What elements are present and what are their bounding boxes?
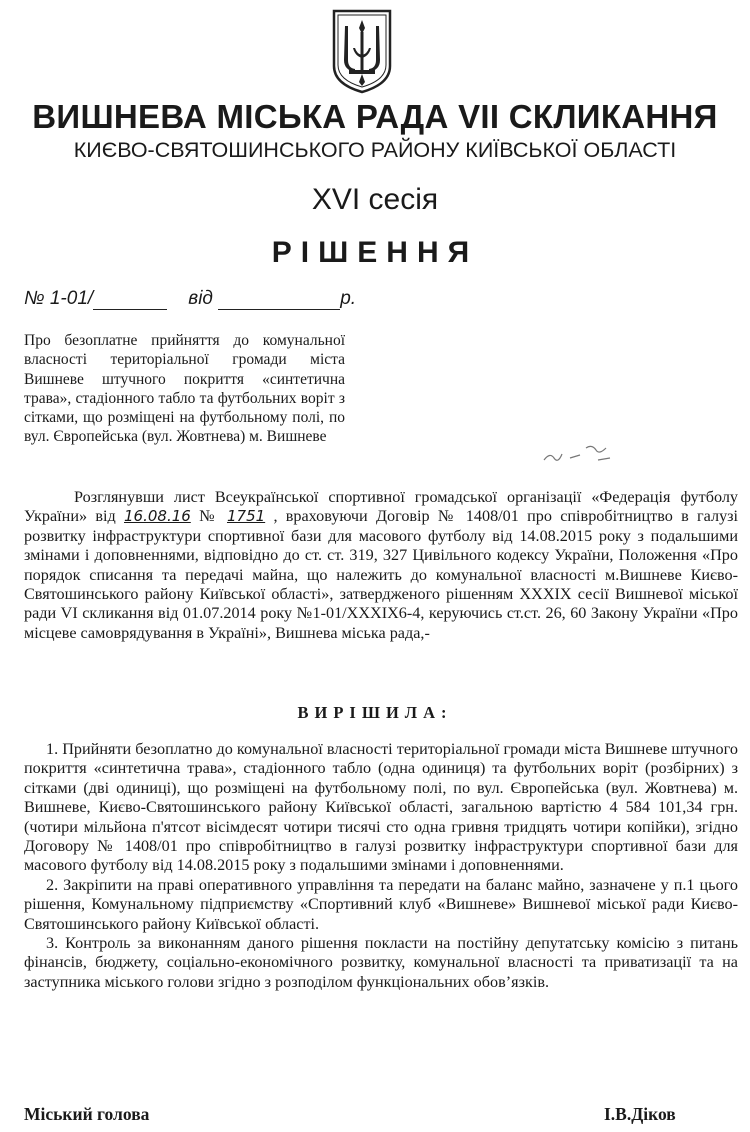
- signatory-name: І.В.Діков: [604, 1104, 676, 1124]
- district-subheading: КИЄВО-СВЯТОШИНСЬКОГО РАЙОНУ КИЇВСЬКОЇ ОБЛАСТІ: [73, 138, 677, 162]
- coat-of-arms-emblem: [331, 8, 393, 94]
- preamble-text-part1: Розглянувши лист Всеукраїнської спортивної громадської організації «Федерація футболу України» від: [24, 488, 738, 526]
- preamble-text-part3: , враховуючи Договір № 1408/01 про співробітництво в галузі розвитку інфраструктури спортивної бази для масового футболу від 14.08.2015 року з подальшими змінами і доповненнями, відповідно до ст. ст. 319, 327 Цивільного кодексу України, Положення «Про порядок списання та передачі майна, що належить до комунальної власності м.Вишневе Києво-Святошинського району Київської області», затвердженого рішенням XXXIX сесії Вишневої міської ради VI скликання від 01.07.2014 року №1-01/XXXIX6-4, керуючись ст.ст. 26, 60 Закону України «Про місцеве самоврядування в Україні», Вишнева міська рада,-: [24, 507, 739, 642]
- decision-item-3: 3. Контроль за виконанням даного рішення покласти на постійну депутатську комісію з питань фінансів, бюджету, соціально-економічного розвитку, комунальної власності та приватизації та на заступника міського голови згідно з розподілом функціональних обов’язків.: [24, 934, 738, 991]
- document-type-title: РІШЕННЯ: [271, 236, 479, 269]
- decision-number-line: [24, 288, 424, 310]
- handwritten-date: 16.08.16: [124, 507, 191, 526]
- council-name-heading: ВИШНЕВА МІСЬКА РАДА VII СКЛИКАННЯ: [32, 98, 718, 135]
- resolved-heading: ВИРІШИЛА:: [297, 703, 453, 722]
- session-title: XVI сесія: [311, 183, 439, 216]
- number-sign: №: [24, 288, 45, 309]
- year-suffix: р.: [340, 288, 357, 309]
- signatory-title: Міський голова: [24, 1104, 150, 1124]
- decision-item-2: 2. Закріпити на праві оперативного управління та передати на баланс майно, зазначене у п.1 цього рішення, Комунальному підприємству «Спортивний клуб «Вишневе» Вишневої міської ради Києво-Святошинського району Київської області.: [24, 875, 738, 933]
- decision-subject: Про безоплатне прийняття до комунальної власності територіальної громади міста Вишневе штучного покриття «синтетична трава», стадіонного табло та футбольних воріт з сітками, що розміщені на футбольному полі, по вул. Європейська (вул. Жовтнева) м. Вишневе: [24, 332, 345, 446]
- preamble-text-part2: №: [199, 507, 219, 526]
- date-blank-line: [218, 291, 340, 310]
- number-blank-line: [93, 291, 167, 310]
- handwritten-letter-number: 1751: [226, 507, 266, 526]
- preamble-paragraph: [24, 488, 738, 643]
- decision-items-list: [24, 740, 738, 992]
- decision-item-1: 1. Прийняти безоплатно до комунальної власності територіальної громади міста Вишневе штучного покриття «синтетична трава», стадіонного табло (одна одиниця) та футбольних воріт (розбірних) з сітками (дві одиниці), що розміщені на футбольному полі, по вул. Європейська (вул. Жовтнева) м. Вишневе, Києво-Святошинського району Київської області, загальною вартістю 4 584 101,34 грн. (чотири мільйона п'ятсот вісімдесят чотири тисячі сто одна гривня тридцять чотири копійки), згідно Договору № 1408/01 про співробітництво в галузі розвитку інфраструктури спортивної бази для масового футболу від 14.08.2015 року з подальшими змінами і доповненнями.: [24, 740, 738, 875]
- handwritten-mark: [540, 440, 620, 470]
- date-from-label: від: [188, 288, 213, 309]
- decision-number: 1-01/: [49, 288, 94, 309]
